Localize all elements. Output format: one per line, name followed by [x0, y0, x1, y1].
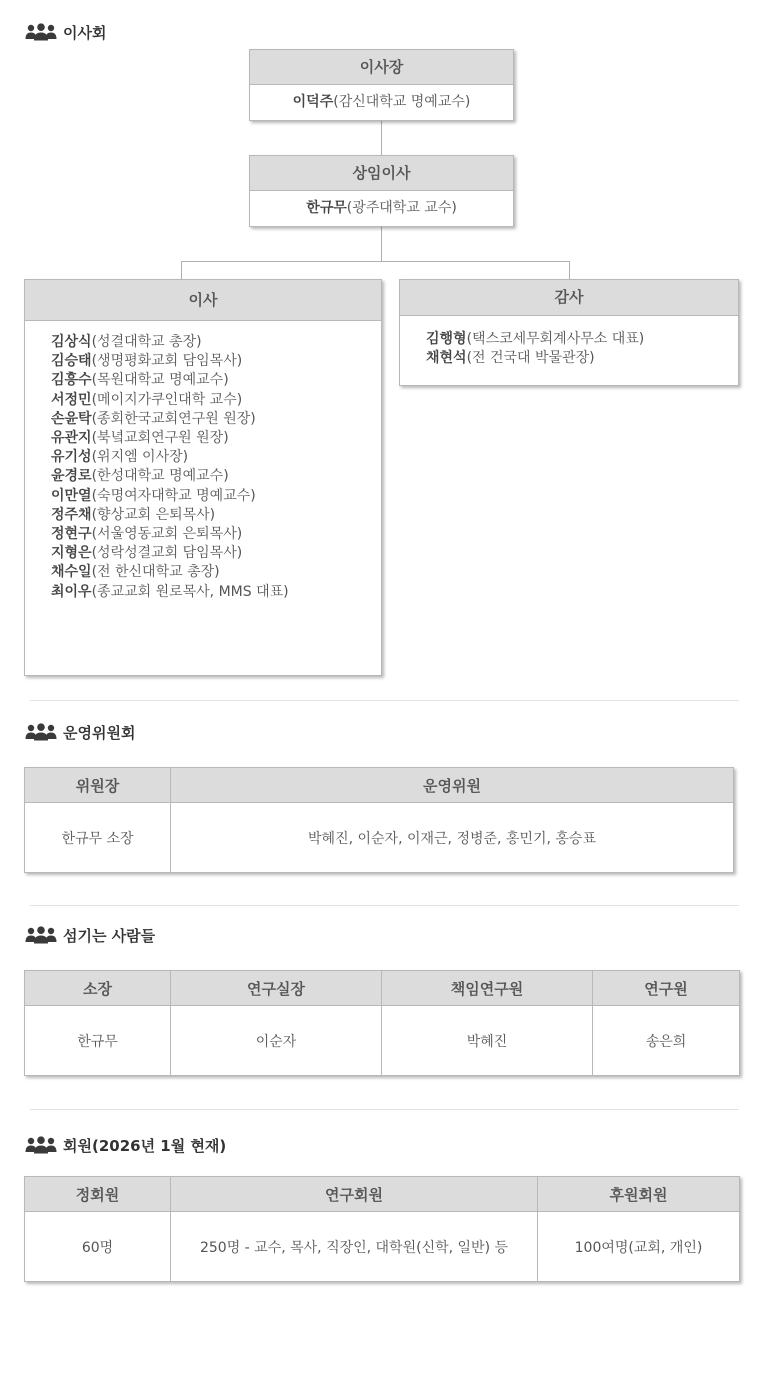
member-affiliation: (목원대학교 명예교수)	[91, 372, 229, 389]
staff-director-cell: 한규무	[25, 1006, 171, 1076]
steering-members-cell: 박혜진, 이순자, 이재근, 정병준, 홍민기, 홍승표	[171, 803, 734, 873]
member-affiliation: (전 건국대 박물관장)	[466, 350, 595, 367]
section-divider	[30, 905, 739, 906]
staff-header-lab-head: 연구실장	[171, 971, 382, 1006]
staff-section-header	[25, 925, 155, 945]
membership-header-research: 연구회원	[171, 1177, 538, 1212]
directors-box	[24, 279, 382, 676]
chairman-name: 이덕주	[292, 94, 334, 110]
membership-header-regular: 정회원	[25, 1177, 171, 1212]
member-name: 김흥수	[51, 372, 92, 389]
membership-header-supporting: 후원회원	[538, 1177, 740, 1212]
staff-table	[24, 970, 740, 1076]
member-entry	[51, 525, 381, 544]
member-affiliation: (전 한신대학교 총장)	[91, 564, 220, 581]
staff-senior-researcher-cell: 박혜진	[382, 1006, 593, 1076]
membership-research-cell: 250명 - 교수, 목사, 직장인, 대학원(신학, 일반) 등	[171, 1212, 538, 1282]
member-name: 김상식	[51, 334, 92, 350]
member-affiliation: (성결대학교 총장)	[91, 334, 202, 350]
steering-section-header	[25, 722, 135, 742]
member-entry	[51, 544, 381, 563]
staff-lab-head-cell: 이순자	[171, 1006, 382, 1076]
member-entry	[51, 583, 381, 602]
member-affiliation: (서울영동교회 은퇴목사)	[91, 526, 243, 543]
section-divider	[30, 1109, 739, 1110]
staff-header-researcher: 연구원	[593, 971, 740, 1006]
people-group-icon	[25, 1136, 57, 1154]
chairman-box	[249, 49, 514, 121]
people-group-icon	[25, 23, 57, 41]
auditors-list	[400, 316, 738, 368]
people-group-icon	[25, 723, 57, 741]
staff-header-director: 소장	[25, 971, 171, 1006]
membership-supporting-cell: 100여명(교회, 개인)	[538, 1212, 740, 1282]
auditors-title: 감사	[400, 280, 738, 316]
member-entry	[51, 563, 381, 582]
member-entry	[51, 391, 381, 410]
member-name: 정현구	[51, 526, 92, 543]
directors-title: 이사	[25, 280, 381, 321]
member-affiliation: (택스코세무회계사무소 대표)	[466, 331, 645, 347]
member-entry	[51, 448, 381, 467]
board-heading: 이사회	[63, 23, 107, 42]
member-name: 최이우	[51, 583, 92, 600]
people-group-icon	[25, 926, 57, 944]
member-name: 정주채	[51, 506, 92, 523]
member-affiliation: (종회한국교회연구원 원장)	[91, 410, 256, 427]
member-affiliation: (메이지가쿠인대학 교수)	[91, 391, 243, 408]
connector-line	[181, 261, 182, 280]
member-affiliation: (북녘교회연구원 원장)	[91, 430, 229, 447]
member-name: 서정민	[51, 391, 92, 408]
connector-line	[381, 120, 382, 156]
member-entry	[426, 330, 738, 349]
member-affiliation: (한성대학교 명예교수)	[91, 468, 229, 485]
chairman-entry	[250, 85, 513, 119]
member-entry	[51, 410, 381, 429]
member-name: 이만열	[51, 487, 92, 504]
staff-researcher-cell: 송은희	[593, 1006, 740, 1076]
membership-section-header	[25, 1135, 226, 1155]
staff-heading: 섬기는 사람들	[63, 926, 156, 945]
member-entry	[426, 349, 738, 368]
member-name: 김승태	[51, 353, 92, 370]
member-entry	[51, 429, 381, 448]
steering-header-members: 운영위원	[171, 768, 734, 803]
member-name: 윤경로	[51, 468, 92, 485]
member-affiliation: (성락성결교회 담임목사)	[91, 545, 243, 562]
connector-line	[181, 261, 570, 262]
member-name: 채현석	[426, 350, 467, 367]
steering-header-chair: 위원장	[25, 768, 171, 803]
standing-director-affiliation: (광주대학교 교수)	[346, 200, 457, 216]
steering-heading: 운영위원회	[63, 723, 136, 742]
steering-table	[24, 767, 734, 873]
standing-director-name: 한규무	[306, 200, 347, 216]
connector-line	[569, 261, 570, 280]
member-name: 김행형	[426, 331, 467, 347]
member-entry	[51, 467, 381, 486]
membership-regular-cell: 60명	[25, 1212, 171, 1282]
membership-table	[24, 1176, 740, 1282]
chairman-affiliation: (감신대학교 명예교수)	[333, 94, 471, 110]
member-name: 유관지	[51, 430, 92, 447]
connector-line	[381, 226, 382, 262]
chairman-title: 이사장	[250, 50, 513, 85]
member-affiliation: (생명평화교회 담임목사)	[91, 353, 243, 370]
directors-list	[25, 321, 381, 602]
member-affiliation: (향상교회 은퇴목사)	[91, 506, 216, 523]
member-affiliation: (위지엠 이사장)	[91, 449, 189, 466]
member-name: 채수일	[51, 564, 92, 581]
member-entry	[51, 487, 381, 506]
steering-chair-cell: 한규무 소장	[25, 803, 171, 873]
standing-director-box	[249, 155, 514, 227]
member-name: 지형은	[51, 545, 92, 562]
auditors-box	[399, 279, 739, 386]
member-affiliation: (종교교회 원로목사, MMS 대표)	[91, 583, 289, 600]
section-divider	[30, 700, 739, 701]
member-entry	[51, 333, 381, 352]
member-affiliation: (숙명여자대학교 명예교수)	[91, 487, 256, 504]
standing-director-title: 상임이사	[250, 156, 513, 191]
member-name: 손윤탁	[51, 410, 92, 427]
member-entry	[51, 371, 381, 390]
member-entry	[51, 352, 381, 371]
member-entry	[51, 506, 381, 525]
membership-heading: 회원(2026년 1월 현재)	[63, 1136, 227, 1155]
board-section-header	[25, 22, 106, 42]
staff-header-senior-researcher: 책임연구원	[382, 971, 593, 1006]
standing-director-entry	[250, 191, 513, 225]
member-name: 유기성	[51, 449, 92, 466]
